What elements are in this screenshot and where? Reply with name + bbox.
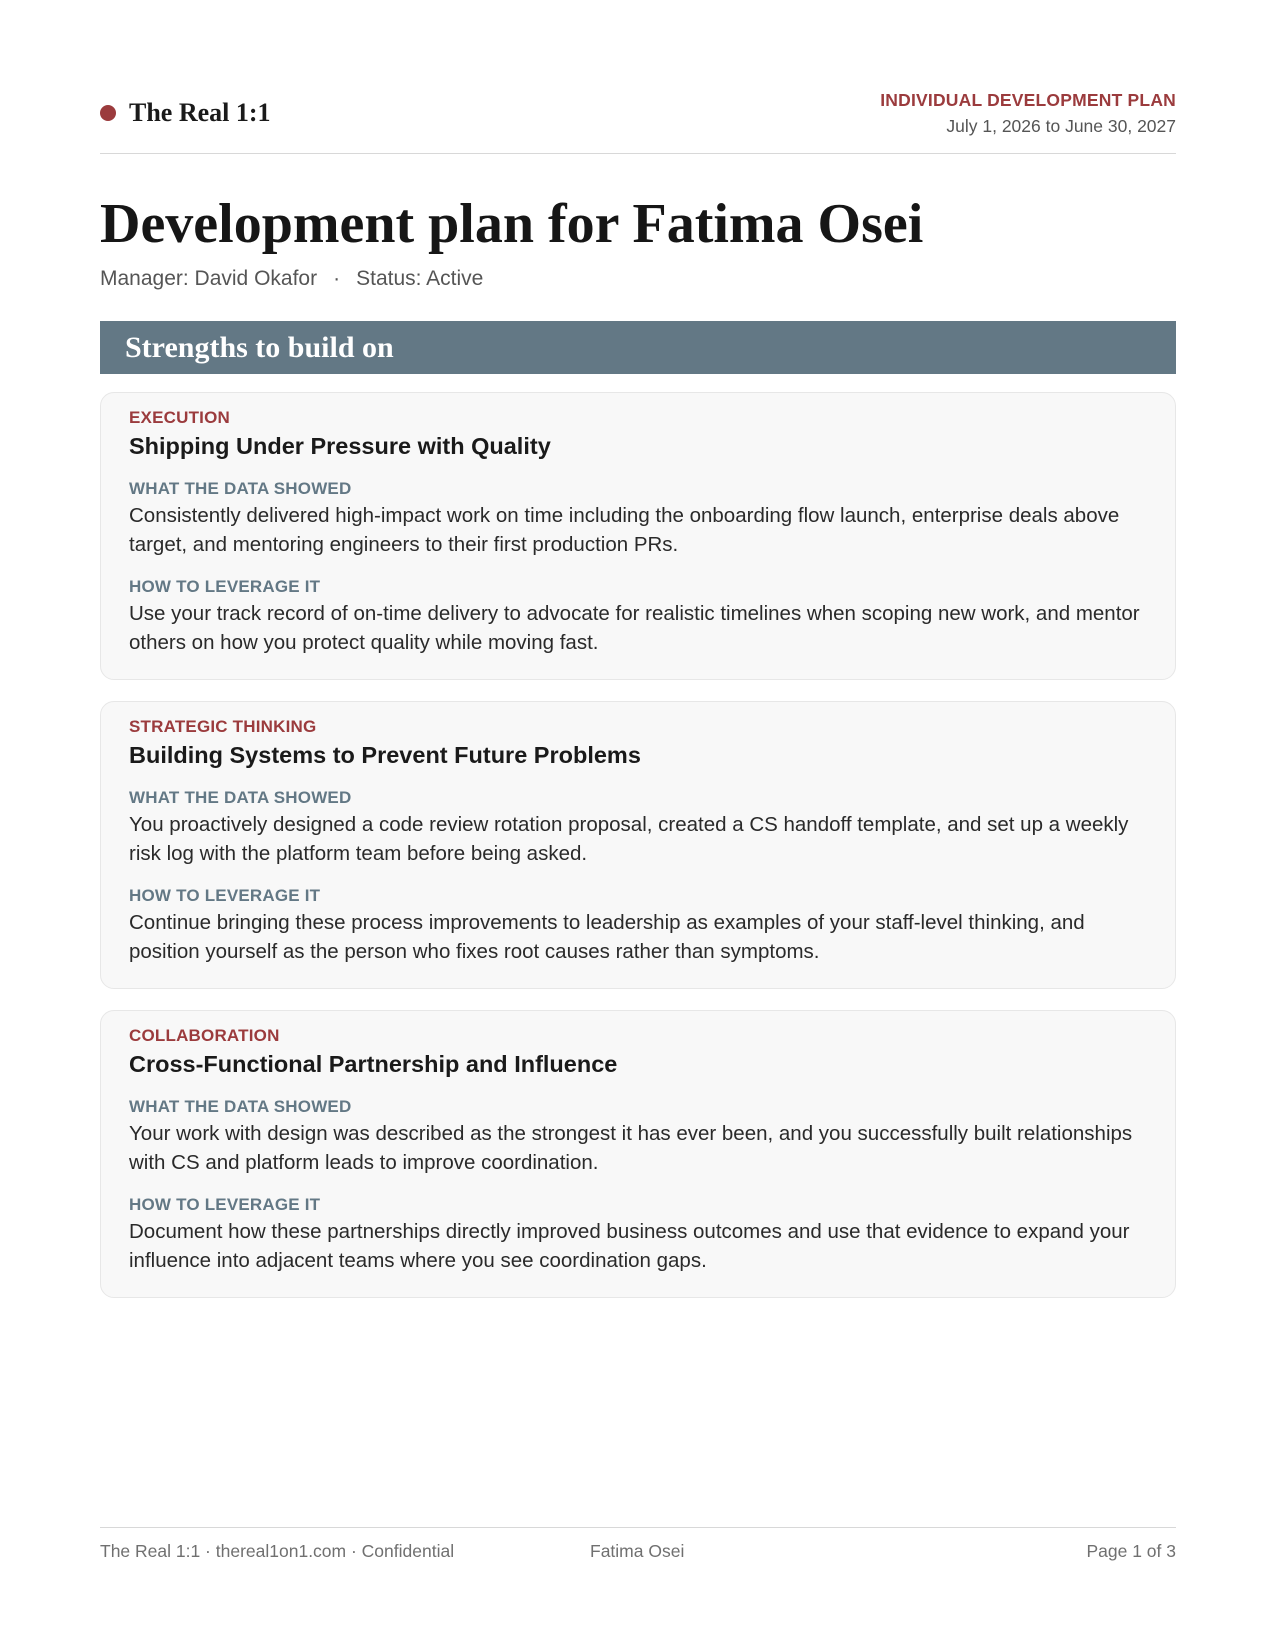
strength-card: [100, 1010, 1176, 1298]
strength-category: EXECUTION: [129, 408, 230, 427]
strength-title: Shipping Under Pressure with Quality: [129, 433, 551, 459]
leverage-label: HOW TO LEVERAGE IT: [129, 886, 321, 905]
strength-category: STRATEGIC THINKING: [129, 717, 317, 736]
leverage-text: Document how these partnerships directly improved business outcomes and use that evidence to expand your influence into adjacent teams where you see coordination gaps.: [129, 1220, 1130, 1272]
brand-dot-icon: [100, 105, 116, 121]
page-header: [100, 88, 1176, 154]
footer-brand: The Real 1:1 · thereal1on1.com · Confidential: [100, 1541, 455, 1561]
document-meta: [880, 90, 1176, 137]
leverage-text: Continue bringing these process improvements to leadership as examples of your staff-level thinking, and position yourself as the person who fixes root causes rather than symptoms.: [129, 911, 1085, 963]
strength-category: COLLABORATION: [129, 1026, 280, 1045]
page-number: Page 1 of 3: [1086, 1541, 1176, 1561]
footer-employee-name: Fatima Osei: [590, 1541, 685, 1561]
plan-subtitle: [100, 267, 483, 291]
section-title: Strengths to build on: [125, 331, 394, 364]
brand: [100, 98, 271, 128]
leverage-label: HOW TO LEVERAGE IT: [129, 577, 321, 596]
data-showed-label: WHAT THE DATA SHOWED: [129, 479, 352, 498]
strength-title: Cross-Functional Partnership and Influence: [129, 1051, 618, 1077]
plan-dates: July 1, 2026 to June 30, 2027: [946, 116, 1176, 136]
brand-name: The Real 1:1: [129, 98, 271, 127]
manager-label: Manager: David Okafor: [100, 267, 318, 290]
data-showed-label: WHAT THE DATA SHOWED: [129, 1097, 352, 1116]
strength-title: Building Systems to Prevent Future Problems: [129, 742, 641, 768]
subtitle-separator: ·: [333, 267, 341, 290]
strength-card: [100, 392, 1176, 680]
section-header: [100, 321, 1176, 374]
data-showed-text: You proactively designed a code review rotation proposal, created a CS handoff template, and set up a weekly risk log with the platform team before being asked.: [129, 813, 1129, 865]
strength-card: [100, 701, 1176, 989]
page-footer: [100, 1527, 1176, 1561]
data-showed-text: Consistently delivered high-impact work on time including the onboarding flow launch, enterprise deals above target, and mentoring engineers to their first production PRs.: [129, 504, 1120, 556]
leverage-label: HOW TO LEVERAGE IT: [129, 1195, 321, 1214]
document-type: INDIVIDUAL DEVELOPMENT PLAN: [880, 90, 1176, 110]
data-showed-text: Your work with design was described as the strongest it has ever been, and you successfully built relationships with CS and platform leads to improve coordination.: [129, 1122, 1133, 1174]
leverage-text: Use your track record of on-time delivery to advocate for realistic timelines when scoping new work, and mentor others on how you protect quality while moving fast.: [129, 602, 1140, 654]
data-showed-label: WHAT THE DATA SHOWED: [129, 788, 352, 807]
page-title: Development plan for Fatima Osei: [100, 193, 924, 255]
status-label: Status: Active: [356, 267, 484, 290]
